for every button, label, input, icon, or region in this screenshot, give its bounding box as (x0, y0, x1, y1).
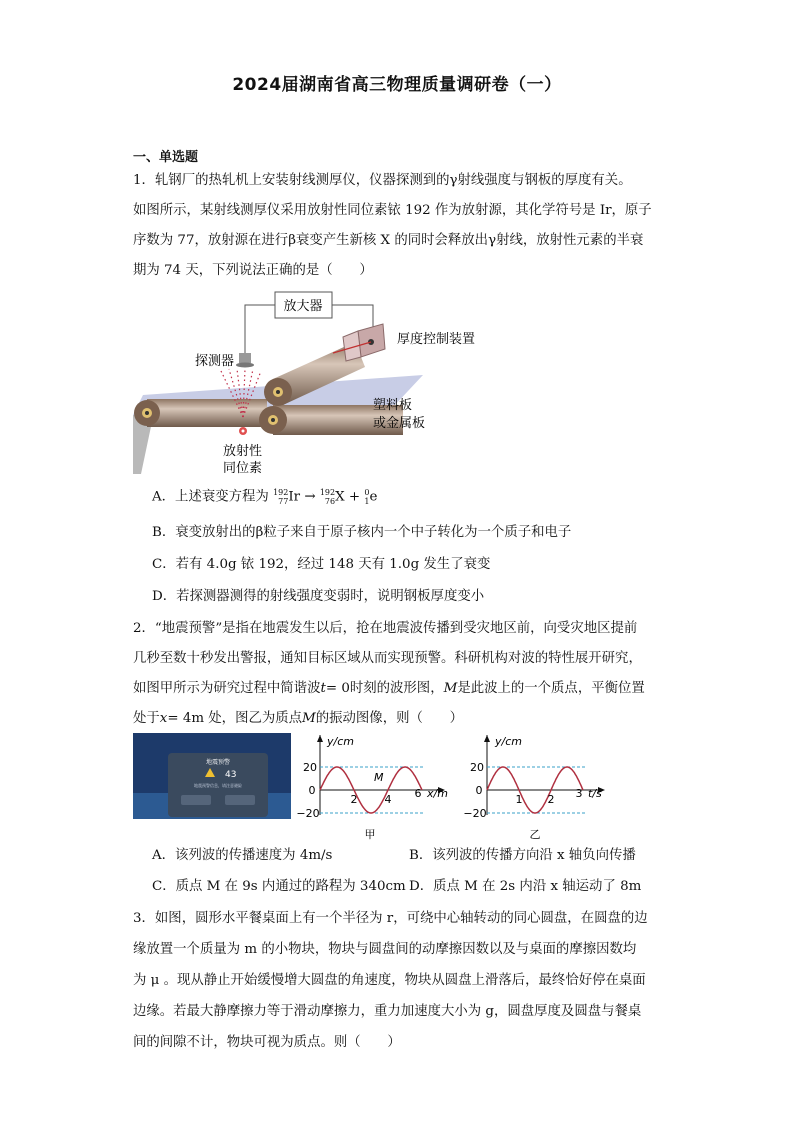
mass-number: 192 (319, 488, 336, 497)
arrow-icon: → (304, 489, 316, 505)
q1-line-3: 序数为 77，放射源在进行β衰变产生新核 X 的同时会释放出γ射线，放射性元素的半衰 (133, 233, 644, 248)
element-symbol: e (369, 489, 378, 505)
q3-line-1: 3．如图，圆形水平餐桌面上有一个半径为 r，可绕中心轴转动的同心圆盘，在圆盘的边 (133, 911, 648, 926)
x-tick: 4 (384, 793, 392, 806)
caption: 甲 (364, 828, 376, 841)
source-label-2: 同位素 (223, 461, 263, 476)
x-tick: 1 (515, 793, 523, 806)
element-symbol: X (335, 489, 345, 505)
plate-label-1: 塑料板 (373, 398, 413, 413)
q3-line-5: 间的间隙不计，物块可视为质点。则（ ） (133, 1035, 401, 1050)
q1-option-c: C．若有 4.0g 铱 192，经过 148 天有 1.0g 发生了衰变 (152, 557, 491, 572)
x-axis-label: x/m (427, 787, 448, 800)
q1-line-2: 如图所示，某射线测厚仪采用放射性同位素铱 192 作为放射源，其化学符号是 Ir，原子 (133, 203, 652, 218)
thickness-control-label: 厚度控制装置 (397, 332, 476, 347)
atomic-number: 77 (278, 497, 289, 506)
x-tick: 3 (575, 787, 583, 800)
y-tick: 20 (303, 761, 317, 774)
q1-line-1: 1．轧钢厂的热轧机上安装射线测厚仪，仪器探测到的γ射线强度与钢板的厚度有关。 (133, 173, 632, 188)
mass-number: 192 (273, 488, 289, 497)
y-tick: 20 (470, 761, 484, 774)
q2-option-c: C．质点 M 在 9s 内通过的路程为 340cm (152, 879, 406, 894)
y-tick: 0 (475, 784, 483, 797)
q3-line-4: 边缘。若最大静摩擦力等于滑动摩擦力，重力加速度大小为 g，圆盘厚度及圆盘与餐桌 (133, 1004, 642, 1019)
q2-option-d: D．质点 M 在 2s 内沿 x 轴运动了 8m (409, 879, 642, 894)
plus-sign: + (348, 489, 361, 505)
q2-option-a: A．该列波的传播速度为 4m/s (152, 848, 333, 863)
element-symbol: Ir (288, 489, 301, 505)
detector-icon (239, 353, 251, 363)
q1-option-d: D．若探测器测得的射线强度变弱时，说明钢板厚度变小 (152, 589, 485, 604)
q1-option-a-prefix: A．上述衰变方程为 (152, 489, 269, 505)
source-label-1: 放射性 (223, 444, 263, 459)
amplifier-label: 放大器 (283, 299, 323, 314)
q2-line-4: 处于x= 4m 处，图乙为质点M的振动图像，则（ ） (133, 711, 464, 726)
x-tick: 6 (414, 787, 422, 800)
earthquake-alert-photo (133, 733, 291, 823)
q2-option-b: B．该列波的传播方向沿 x 轴负向传播 (409, 848, 636, 863)
q2-line-1: 2．“地震预警”是指在地震发生以后，抢在地震波传播到受灾地区前，向受灾地区提前 (133, 621, 638, 636)
x-tick: 2 (547, 793, 555, 806)
y-tick: 0 (308, 784, 316, 797)
mass-number: 0 (364, 488, 370, 497)
plate-label-2: 或金属板 (373, 416, 426, 431)
detector-label: 探测器 (195, 354, 235, 369)
q1-option-a (152, 488, 377, 507)
section-heading: 一、单选题 (133, 150, 199, 165)
y-tick: −20 (296, 807, 320, 820)
page-title: 2024届湖南省高三物理质量调研卷（一） (232, 75, 562, 95)
wave-graph-jia (296, 733, 450, 847)
atomic-number: 1 (364, 497, 370, 506)
alert-title: 地震预警 (205, 759, 231, 766)
y-axis-label: y/cm (495, 735, 522, 748)
q1-figure (133, 287, 476, 481)
x-tick: 2 (350, 793, 358, 806)
q2-line-3: 如图甲所示为研究过程中简谐波t= 0时刻的波形图，M是此波上的一个质点，平衡位置 (133, 681, 645, 696)
alert-message: 地震预警信息，请注意避险 (194, 783, 242, 788)
q1-option-b: B．衰变放射出的β粒子来自于原子核内一个中子转化为一个质子和电子 (152, 525, 572, 540)
point-label: M (374, 771, 384, 784)
y-axis-label: y/cm (327, 735, 354, 748)
q1-line-4: 期为 74 天，下列说法正确的是（ ） (133, 263, 373, 278)
q3-line-2: 缘放置一个质量为 m 的小物块，物块与圆盘间的动摩擦因数以及与桌面的摩擦因数均 (133, 942, 637, 957)
q3-line-3: 为 μ 。现从静止开始缓慢增大圆盘的角速度，物块从圆盘上滑落后，最终恰好停在桌面 (133, 973, 646, 988)
y-tick: −20 (463, 807, 487, 820)
q2-line-2: 几秒至数十秒发出警报，通知目标区域从而实现预警。科研机构对波的特性展开研究， (133, 651, 642, 666)
alert-count: 43 (225, 770, 237, 780)
caption: 乙 (529, 828, 541, 841)
x-axis-label: t/s (588, 787, 602, 800)
vibration-graph-yi (465, 733, 615, 847)
atomic-number: 76 (324, 497, 336, 506)
